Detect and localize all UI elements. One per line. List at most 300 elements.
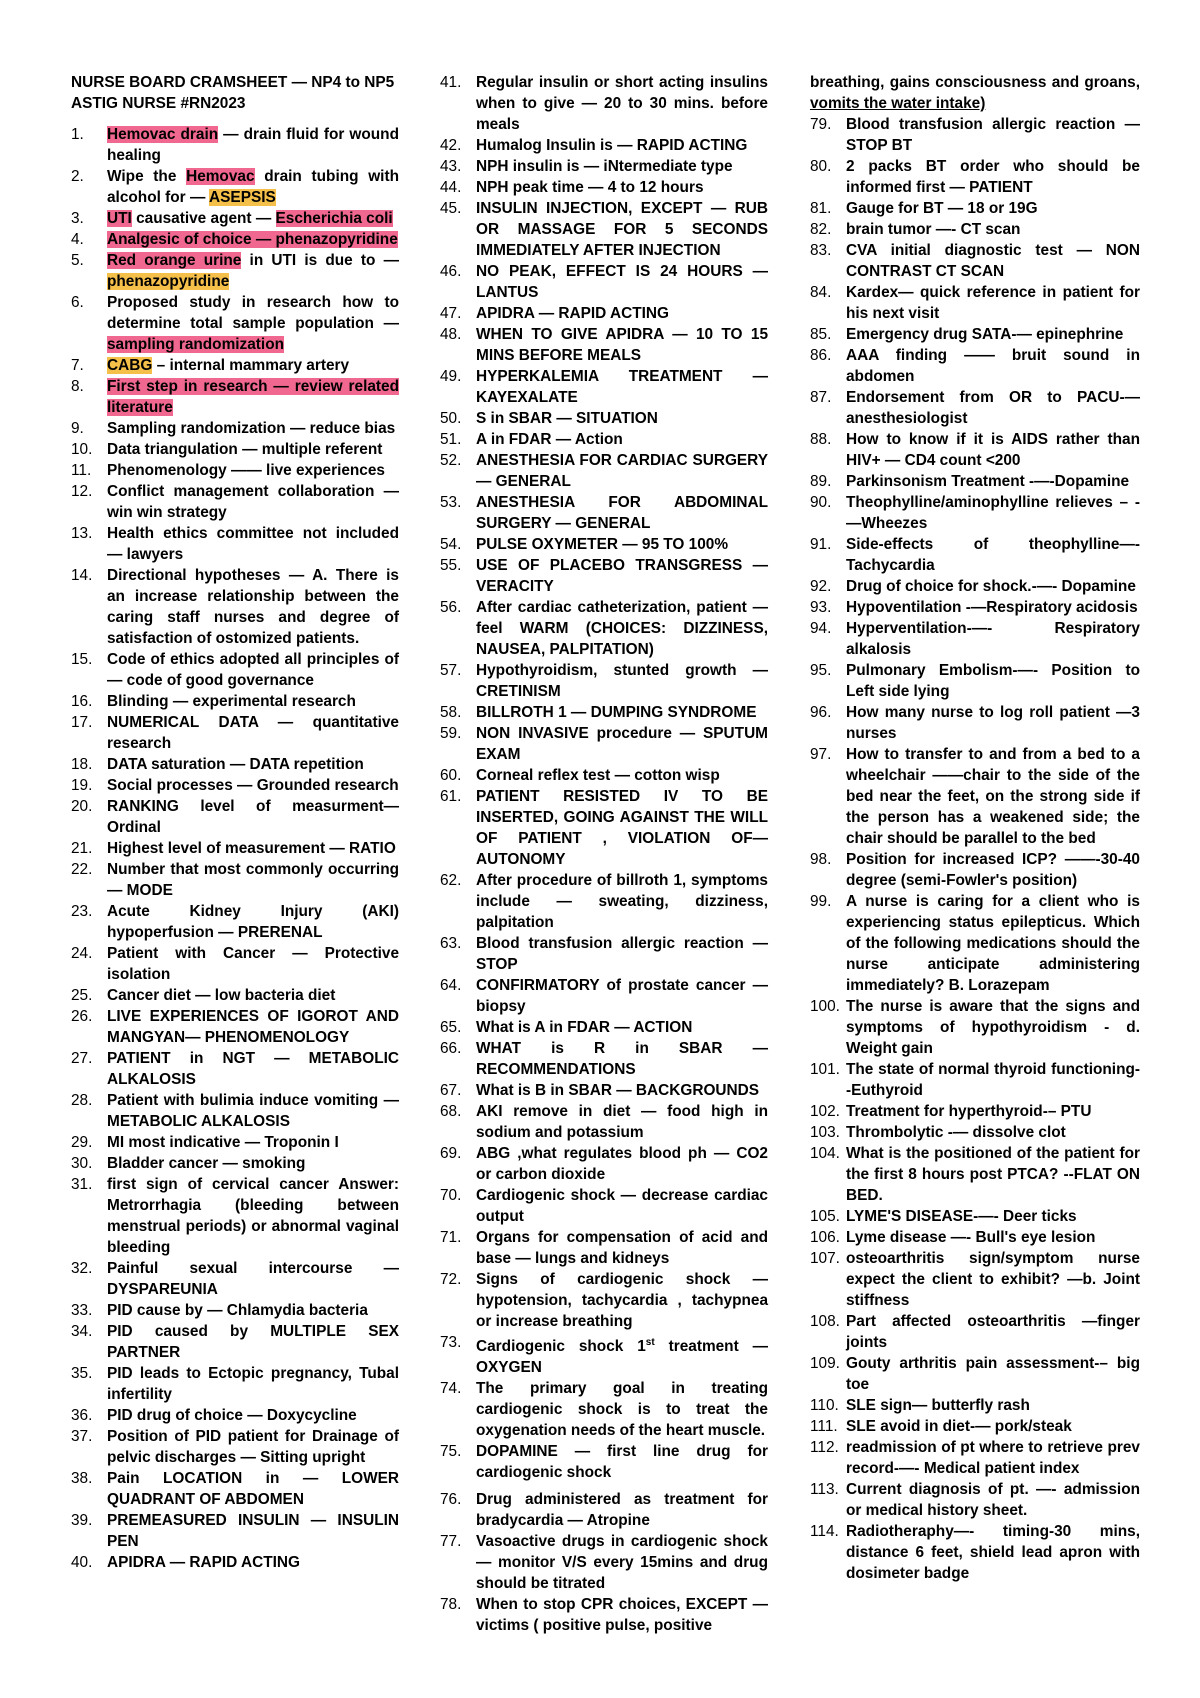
continuation-text: breathing, gains consciousness and groans, — [810, 74, 1140, 91]
item-text: Bladder cancer — smoking — [107, 1155, 306, 1172]
item-number: 2. — [71, 168, 84, 185]
list-item — [440, 72, 768, 135]
item-number: 84. — [810, 284, 832, 301]
list-item — [810, 1395, 1140, 1416]
list-item — [810, 198, 1140, 219]
list-item — [810, 345, 1140, 387]
list-item — [440, 1038, 768, 1080]
item-text: After procedure of billroth 1, symptoms include — sweating, dizziness, palpitation — [476, 872, 768, 931]
item-text — [107, 208, 399, 229]
item-number: 17. — [71, 714, 93, 731]
item-number: 80. — [810, 158, 832, 175]
item-text: Patient with Cancer — Protective isolation — [107, 945, 399, 983]
list-item — [71, 376, 399, 418]
page-title — [71, 72, 399, 114]
text-segment: — drain fluid for wound healing — [107, 126, 399, 164]
item-text — [107, 250, 399, 292]
item-number: 53. — [440, 494, 462, 511]
item-number: 31. — [71, 1176, 93, 1193]
list-item — [810, 660, 1140, 702]
item-number: 48. — [440, 326, 462, 343]
item-number: 11. — [71, 462, 92, 479]
list-item — [440, 1143, 768, 1185]
list-item — [810, 597, 1140, 618]
item-number: 78. — [440, 1596, 462, 1614]
item-text: Sampling randomization — reduce bias — [107, 420, 396, 437]
item-number: 91. — [810, 536, 832, 553]
list-item — [71, 985, 399, 1006]
item-text: What is B in SBAR — BACKGROUNDS — [476, 1082, 760, 1099]
list-item — [810, 996, 1140, 1059]
item-number: 34. — [71, 1323, 93, 1340]
item-number: 20. — [71, 798, 93, 815]
list-item — [810, 219, 1140, 240]
list-item — [810, 1437, 1140, 1479]
text-segment: in UTI is due to — — [241, 252, 399, 269]
item-number: 49. — [440, 368, 462, 385]
item-text: After cardiac catheterization, patient — feel WARM (CHOICES: DIZZINESS, NAUSEA, PALPITATION) — [476, 599, 768, 658]
list-item — [810, 1227, 1140, 1248]
list-item — [440, 1531, 768, 1594]
item-text: PID caused by MULTIPLE SEX PARTNER — [107, 1323, 399, 1361]
list-item — [440, 933, 768, 975]
list-item — [810, 324, 1140, 345]
item-text: WHAT is R in SBAR — RECOMMENDATIONS — [476, 1040, 768, 1078]
item-text: INSULIN INJECTION, EXCEPT — RUB OR MASSAGE FOR 5 SECONDS IMMEDIATELY AFTER INJECTION — [476, 200, 768, 259]
item-number: 85. — [810, 326, 832, 343]
item-text: Phenomenology —— live experiences — [107, 462, 385, 479]
item-number: 104. — [810, 1145, 840, 1162]
item-number: 99. — [810, 893, 832, 910]
item-number: 66. — [440, 1040, 462, 1057]
item-text — [107, 292, 399, 355]
item-number: 112. — [810, 1439, 839, 1456]
item-number: 113. — [810, 1481, 839, 1498]
item-text: NO PEAK, EFFECT IS 24 HOURS — LANTUS — [476, 263, 768, 301]
highlighted-text: Hemovac — [186, 168, 255, 185]
item-text: HYPERKALEMIA TREATMENT — KAYEXALATE — [476, 368, 768, 406]
item-text: CONFIRMATORY of prostate cancer — biopsy — [476, 977, 768, 1015]
list-item — [440, 1489, 768, 1531]
item-text: SLE sign— butterfly rash — [846, 1397, 1030, 1414]
item-text: Theophylline/aminophylline relieves – -—Wheezes — [846, 494, 1140, 532]
item-text: Side-effects of theophylline—- Tachycardia — [846, 536, 1140, 574]
list-item — [71, 208, 399, 229]
list-item — [71, 649, 399, 691]
item-number: 58. — [440, 704, 462, 721]
list-item — [71, 1468, 399, 1510]
item-text: Organs for compensation of acid and base — lungs and kidneys — [476, 1229, 768, 1267]
item-text: What is the positioned of the patient for the first 8 hours post PTCA? --FLAT ON BED. — [846, 1145, 1140, 1204]
list-col-1 — [71, 124, 399, 1573]
item-text: USE OF PLACEBO TRANSGRESS — VERACITY — [476, 557, 768, 595]
list-item — [440, 450, 768, 492]
list-item — [440, 534, 768, 555]
item-number: 18. — [71, 756, 93, 773]
item-text: Pain LOCATION in — LOWER QUADRANT OF ABDOMEN — [107, 1470, 399, 1508]
item-text: brain tumor —- CT scan — [846, 221, 1021, 238]
item-number: 19. — [71, 777, 93, 794]
item-text: Part affected osteoarthritis —finger joints — [846, 1313, 1140, 1351]
list-item — [71, 796, 399, 838]
list-item — [440, 1080, 768, 1101]
list-item — [71, 1321, 399, 1363]
list-item — [71, 1006, 399, 1048]
item-number: 47. — [440, 305, 462, 322]
item-number: 41. — [440, 74, 462, 91]
highlighted-text: phenazopyridine — [107, 273, 230, 290]
item-number: 67. — [440, 1082, 462, 1099]
list-item — [71, 859, 399, 901]
item-number: 10. — [71, 441, 93, 458]
item-number: 33. — [71, 1302, 93, 1319]
text-segment: st — [645, 1337, 655, 1348]
list-item — [810, 1206, 1140, 1227]
item-text: Cancer diet — low bacteria diet — [107, 987, 336, 1004]
list-item — [440, 975, 768, 1017]
item-text: Code of ethics adopted all principles of — code of good governance — [107, 651, 399, 689]
item-number: 111. — [810, 1418, 838, 1435]
item-text: RANKING level of measurment— Ordinal — [107, 798, 399, 836]
list-item — [71, 166, 399, 208]
item-text: Radiotheraphy—- timing-30 mins, distance 6 feet, shield lead apron with dosimeter badge — [846, 1523, 1140, 1582]
item-number: 29. — [71, 1134, 93, 1151]
item-number: 21. — [71, 840, 93, 857]
item-text: The state of normal thyroid functioning- -Euthyroid — [846, 1061, 1140, 1099]
item-text: Conflict management collaboration — win win strategy — [107, 483, 399, 521]
list-item — [440, 429, 768, 450]
item-number: 79. — [810, 116, 832, 133]
item-text: Lyme disease —- Bull's eye lesion — [846, 1229, 1096, 1246]
item-text: Humalog Insulin is — RAPID ACTING — [476, 137, 748, 154]
item-number: 74. — [440, 1380, 462, 1398]
list-item — [71, 838, 399, 859]
list-item — [71, 943, 399, 985]
highlighted-text: Hemovac drain — [107, 126, 219, 143]
list-item — [71, 901, 399, 943]
list-item — [810, 744, 1140, 849]
list-item — [810, 1059, 1140, 1101]
item-number: 1. — [71, 126, 84, 143]
item-text: Data triangulation — multiple referent — [107, 441, 383, 458]
highlighted-text: Red orange urine — [107, 252, 242, 269]
item-number: 110. — [810, 1397, 839, 1414]
list-item — [71, 439, 399, 460]
item-text — [107, 376, 399, 418]
item-number: 98. — [810, 851, 832, 868]
item-number: 3. — [71, 210, 84, 227]
item-number: 4. — [71, 231, 84, 248]
column-3 — [810, 72, 1140, 1584]
text-segment: – internal mammary artery — [152, 357, 350, 374]
list-item — [440, 1227, 768, 1269]
item-number: 114. — [810, 1523, 839, 1540]
item-text: A nurse is caring for a client who is experiencing status epilepticus. Which of the following medications should the nurse anticipate administering immediately? B. Lorazepam — [846, 893, 1140, 994]
item-text: PID cause by — Chlamydia bacteria — [107, 1302, 368, 1319]
list-item — [440, 177, 768, 198]
item-number: 23. — [71, 903, 93, 920]
item-number: 71. — [440, 1229, 462, 1246]
item-number: 72. — [440, 1271, 462, 1288]
item-number: 35. — [71, 1365, 93, 1382]
highlighted-text: sampling randomization — [107, 336, 285, 353]
item-number: 13. — [71, 525, 93, 542]
item-number: 37. — [71, 1428, 93, 1445]
list-item — [71, 1300, 399, 1321]
list-item — [440, 366, 768, 408]
list-item — [810, 1122, 1140, 1143]
item-number: 16. — [71, 693, 93, 710]
item-number: 51. — [440, 431, 462, 448]
title-line-1: NURSE BOARD CRAMSHEET — NP4 to NP5 — [71, 74, 395, 91]
list-item — [810, 1353, 1140, 1395]
item-number: 92. — [810, 578, 832, 595]
item-number: 107. — [810, 1250, 840, 1267]
list-item — [71, 1426, 399, 1468]
item-text: ABG ,what regulates blood ph — CO2 or carbon dioxide — [476, 1145, 768, 1183]
list-item — [71, 460, 399, 481]
list-item — [71, 1258, 399, 1300]
list-item — [440, 1378, 768, 1441]
list-item — [71, 418, 399, 439]
item-number: 8. — [71, 378, 84, 395]
item-text: Corneal reflex test — cotton wisp — [476, 767, 720, 784]
list-item — [810, 1143, 1140, 1206]
item-number: 36. — [71, 1407, 93, 1424]
list-item — [71, 1363, 399, 1405]
list-item — [440, 1332, 768, 1378]
item-text: Hypoventilation -—Respiratory acidosis — [846, 599, 1138, 616]
item-number: 86. — [810, 347, 832, 364]
highlighted-text: CABG — [107, 357, 153, 374]
item-number: 54. — [440, 536, 462, 553]
text-segment: Proposed study in research how to determine total sample population — — [107, 294, 399, 332]
item-number: 14. — [71, 567, 93, 584]
list-item — [810, 891, 1140, 996]
list-item — [810, 387, 1140, 429]
item-text: Cardiogenic shock — decrease cardiac output — [476, 1187, 768, 1225]
list-item — [71, 565, 399, 649]
item-number: 87. — [810, 389, 832, 406]
item-text: Acute Kidney Injury (AKI) hypoperfusion — PRERENAL — [107, 903, 399, 941]
list-item — [810, 849, 1140, 891]
list-item — [810, 1416, 1140, 1437]
item-number: 101. — [810, 1061, 840, 1078]
item-text: APIDRA — RAPID ACTING — [107, 1554, 300, 1571]
item-text: Gauge for BT — 18 or 19G — [846, 200, 1038, 217]
item-number: 42. — [440, 137, 462, 154]
item-number: 25. — [71, 987, 93, 1004]
item-text: AKI remove in diet — food high in sodium and potassium — [476, 1103, 768, 1141]
item-text: PULSE OXYMETER — 95 TO 100% — [476, 536, 729, 553]
item-text: Social processes — Grounded research — [107, 777, 399, 794]
list-item — [440, 786, 768, 870]
item-number: 76. — [440, 1491, 462, 1509]
item-number: 61. — [440, 788, 462, 805]
item-text: Position for increased ICP? ——-30-40 degree (semi-Fowler's position) — [846, 851, 1140, 889]
item-number: 15. — [71, 651, 93, 668]
item-text: Health ethics committee not included — lawyers — [107, 525, 399, 563]
list-item — [440, 702, 768, 723]
item-number: 105. — [810, 1208, 840, 1225]
item-number: 89. — [810, 473, 832, 490]
list-item — [71, 292, 399, 355]
item-number: 83. — [810, 242, 832, 259]
item-text: PID drug of choice — Doxycycline — [107, 1407, 357, 1424]
item-number: 55. — [440, 557, 462, 574]
item-number: 106. — [810, 1229, 840, 1246]
item-text: PATIENT in NGT — METABOLIC ALKALOSIS — [107, 1050, 399, 1088]
text-segment: causative agent — — [131, 210, 276, 227]
highlighted-text: Analgesic of choice — phenazopyridine — [107, 231, 398, 248]
item-text: Parkinsonism Treatment -—-Dopamine — [846, 473, 1130, 490]
item-text: Hyperventilation-—- Respiratory alkalosis — [846, 620, 1140, 658]
item-number: 102. — [810, 1103, 840, 1120]
item-text — [107, 124, 399, 166]
list-item — [440, 660, 768, 702]
text-segment: treatment — OXYGEN — [476, 1338, 768, 1377]
continuation-underlined: vomits the water intake) — [810, 95, 986, 112]
item-text: Vasoactive drugs in cardiogenic shock — monitor V/S every 15mins and drug should be titrated — [476, 1533, 768, 1593]
item-number: 40. — [71, 1554, 93, 1571]
list-item — [440, 324, 768, 366]
item-text: 2 packs BT order who should be informed first — PATIENT — [846, 158, 1140, 196]
item-number: 69. — [440, 1145, 462, 1162]
item-text: LYME'S DISEASE-—- Deer ticks — [846, 1208, 1077, 1225]
list-item — [810, 471, 1140, 492]
list-item — [440, 597, 768, 660]
item-number: 94. — [810, 620, 832, 637]
list-item — [440, 1101, 768, 1143]
item-number: 81. — [810, 200, 832, 217]
text-segment: Wipe the — [107, 168, 187, 185]
item-text: LIVE EXPERIENCES OF IGOROT AND MANGYAN— PHENOMENOLOGY — [107, 1008, 399, 1046]
item-number: 109. — [810, 1355, 840, 1372]
item-text: The nurse is aware that the signs and symptoms of hypothyroidism - d. Weight gain — [846, 998, 1140, 1057]
list-item — [71, 1405, 399, 1426]
list-item — [71, 1552, 399, 1573]
item-number: 88. — [810, 431, 832, 448]
item-text: readmission of pt where to retrieve prev record-—- Medical patient index — [846, 1439, 1140, 1477]
item-text: WHEN TO GIVE APIDRA — 10 TO 15 MINS BEFORE MEALS — [476, 326, 768, 364]
list-item — [810, 1248, 1140, 1311]
list-item — [810, 702, 1140, 744]
item-text: CVA initial diagnostic test — NON CONTRAST CT SCAN — [846, 242, 1140, 280]
item-number: 70. — [440, 1187, 462, 1204]
item-text: MI most indicative — Troponin I — [107, 1134, 339, 1151]
highlighted-text: UTI — [107, 210, 132, 227]
item-text: Thrombolytic -— dissolve clot — [846, 1124, 1066, 1141]
list-item — [71, 1048, 399, 1090]
item-text: DOPAMINE — first line drug for cardiogenic shock — [476, 1443, 768, 1482]
item-text: Drug of choice for shock.-—- Dopamine — [846, 578, 1136, 595]
item-text: BILLROTH 1 — DUMPING SYNDROME — [476, 704, 757, 721]
list-col-2 — [440, 72, 768, 1636]
item-text: osteoarthritis sign/symptom nurse expect the client to exhibit? —b. Joint stiffness — [846, 1250, 1140, 1309]
list-item — [71, 1153, 399, 1174]
item-number: 44. — [440, 179, 462, 196]
item-text: How to know if it is AIDS rather than HIV+ — CD4 count <200 — [846, 431, 1140, 469]
text-segment: Cardiogenic shock 1 — [476, 1338, 646, 1356]
list-item — [440, 492, 768, 534]
item-text — [107, 166, 399, 208]
item-number: 45. — [440, 200, 462, 217]
list-item — [440, 408, 768, 429]
item-number: 6. — [71, 294, 84, 311]
item-text: Highest level of measurement — RATIO — [107, 840, 396, 857]
item-text: Pulmonary Embolism-—- Position to Left side lying — [846, 662, 1140, 700]
list-item — [810, 156, 1140, 198]
item-number: 30. — [71, 1155, 93, 1172]
item-number: 90. — [810, 494, 832, 511]
list-item — [810, 1311, 1140, 1353]
list-item — [810, 576, 1140, 597]
item-number: 64. — [440, 977, 462, 994]
list-item — [440, 1017, 768, 1038]
item-text: SLE avoid in diet-— pork/steak — [846, 1418, 1072, 1435]
item-text: How to transfer to and from a bed to a wheelchair ——chair to the side of the bed near the feet, on the strong side if the person has a weakened side; the chair should be parallel to the bed — [846, 746, 1140, 847]
item-number: 43. — [440, 158, 462, 175]
item-text: Signs of cardiogenic shock — hypotension, tachycardia , tachypnea or increase breathing — [476, 1271, 768, 1330]
item-number: 26. — [71, 1008, 93, 1025]
item-text: Current diagnosis of pt. —- admission or medical history sheet. — [846, 1481, 1140, 1519]
list-item — [440, 723, 768, 765]
item-text: Kardex— quick reference in patient for his next visit — [846, 284, 1140, 322]
list-item — [440, 1269, 768, 1332]
item-text: Endorsement from OR to PACU-— anesthesiologist — [846, 389, 1140, 427]
list-item — [810, 534, 1140, 576]
item-text: NPH insulin is — iNtermediate type — [476, 158, 733, 175]
list-item — [810, 1101, 1140, 1122]
list-item — [71, 1510, 399, 1552]
item-text: Regular insulin or short acting insulins when to give — 20 to 30 mins. before meals — [476, 74, 768, 133]
item-text: PID leads to Ectopic pregnancy, Tubal infertility — [107, 1365, 399, 1403]
item-number: 46. — [440, 263, 462, 280]
item-text: NON INVASIVE procedure — SPUTUM EXAM — [476, 725, 768, 763]
list-item — [440, 156, 768, 177]
highlighted-text: Escherichia coli — [275, 210, 393, 227]
item-text: Emergency drug SATA-— epinephrine — [846, 326, 1124, 343]
list-item — [71, 1132, 399, 1153]
list-item — [440, 555, 768, 597]
item-text: ANESTHESIA FOR ABDOMINAL SURGERY — GENERAL — [476, 494, 768, 532]
list-item — [810, 282, 1140, 324]
item-text: Gouty arthritis pain assessment-– big toe — [846, 1355, 1140, 1393]
item-text: AAA finding —— bruit sound in abdomen — [846, 347, 1140, 385]
list-item — [810, 114, 1140, 156]
item-number: 63. — [440, 935, 462, 952]
item-text — [107, 229, 399, 250]
item-number: 12. — [71, 483, 93, 500]
item-number: 56. — [440, 599, 462, 616]
item-text: NUMERICAL DATA — quantitative research — [107, 714, 399, 752]
item-text: Drug administered as treatment for bradycardia — Atropine — [476, 1491, 768, 1530]
list-item — [440, 135, 768, 156]
list-item — [71, 229, 399, 250]
item-text: Position of PID patient for Drainage of pelvic discharges — Sitting upright — [107, 1428, 399, 1466]
item-text — [476, 1332, 768, 1378]
list-item — [810, 429, 1140, 471]
item-text: A in FDAR — Action — [476, 431, 623, 448]
list-item — [71, 712, 399, 754]
list-item — [71, 1174, 399, 1258]
item-text: APIDRA — RAPID ACTING — [476, 305, 669, 322]
item-text: DATA saturation — DATA repetition — [107, 756, 364, 773]
item-text: The primary goal in treating cardiogenic shock is to treat the oxygenation needs of the heart muscle. — [476, 1380, 768, 1440]
list-item — [440, 261, 768, 303]
item-number: 22. — [71, 861, 93, 878]
item-number: 95. — [810, 662, 832, 679]
